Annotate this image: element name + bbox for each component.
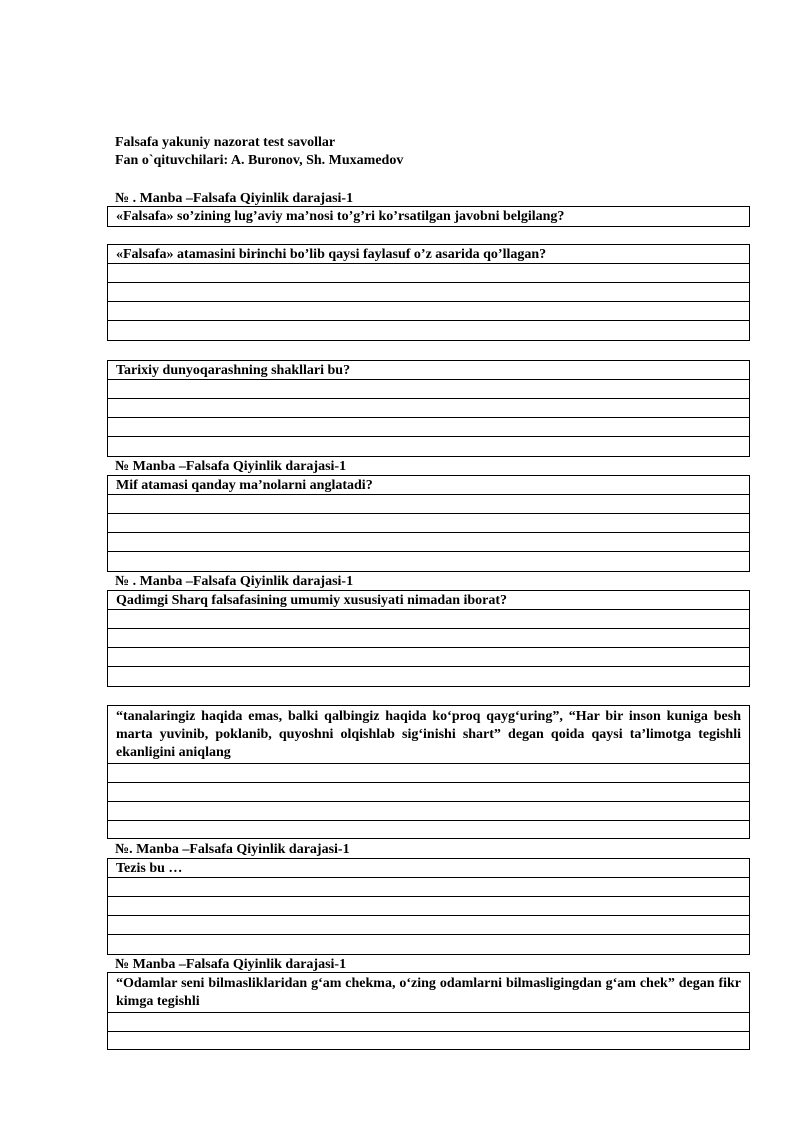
answer-row[interactable] [108,648,749,667]
question-text: Qadimgi Sharq falsafasining umumiy xususiyati nimadan iborat? [108,591,749,610]
question-table [107,590,750,687]
answer-row[interactable] [108,264,749,283]
question-text: Tarixiy dunyoqarashning shakllari bu? [108,361,749,380]
question-table [107,206,750,227]
answer-row[interactable] [108,399,749,418]
answer-row[interactable] [108,1013,749,1032]
question-table [107,858,750,955]
source-line: № Manba –Falsafa Qiyinlik darajasi-1 [115,459,347,474]
question-text: “tanalaringiz haqida emas, balki qalbingiz haqida ko‘proq qayg‘uring”, “Har bir inson kuniga besh marta yuvinib, poklanib, quyoshni olqishlab sig‘inishi shart” degan qoida qaysi ta’limotga tegishli ekanligini aniqlang [108,706,749,764]
answer-row[interactable] [108,878,749,897]
answer-row[interactable] [108,667,749,686]
answer-row[interactable] [108,629,749,648]
answer-row[interactable] [108,321,749,340]
answer-row[interactable] [108,802,749,821]
document-title: Falsafa yakuniy nazorat test savollar [115,135,336,150]
answer-row[interactable] [108,552,749,571]
answer-row[interactable] [108,302,749,321]
answer-row[interactable] [108,764,749,783]
question-table [107,475,750,572]
answer-row[interactable] [108,935,749,954]
question-table [107,360,750,457]
teachers-line: Fan o`qituvchilari: A. Buronov, Sh. Muxamedov [115,153,404,168]
question-text: «Falsafa» atamasini birinchi bo’lib qaysi faylasuf o’z asarida qo’llagan? [108,245,749,264]
answer-row[interactable] [108,514,749,533]
question-text: Tezis bu … [108,859,749,878]
answer-row[interactable] [108,610,749,629]
answer-row[interactable] [108,1032,749,1051]
question-text: “Odamlar seni bilmasliklaridan g‘am chekma, o‘zing odamlarni bilmasligingdan g‘am chek” degan fikr kimga tegishli [108,973,749,1013]
answer-row[interactable] [108,897,749,916]
question-table [107,244,750,341]
answer-row[interactable] [108,533,749,552]
answer-row[interactable] [108,418,749,437]
answer-row[interactable] [108,495,749,514]
question-text: «Falsafa» so’zining lug’aviy ma’nosi to’g’ri ko’rsatilgan javobni belgilang? [116,209,565,224]
answer-row[interactable] [108,783,749,802]
source-line: № . Manba –Falsafa Qiyinlik darajasi-1 [115,191,354,206]
question-table [107,972,750,1050]
source-line: № Manba –Falsafa Qiyinlik darajasi-1 [115,957,347,972]
answer-row[interactable] [108,283,749,302]
answer-row[interactable] [108,380,749,399]
question-text: Mif atamasi qanday ma’nolarni anglatadi? [108,476,749,495]
question-table [107,705,750,839]
source-line: №. Manba –Falsafa Qiyinlik darajasi-1 [115,842,350,857]
answer-row[interactable] [108,437,749,456]
source-line: № . Manba –Falsafa Qiyinlik darajasi-1 [115,574,354,589]
answer-row[interactable] [108,821,749,840]
answer-row[interactable] [108,916,749,935]
